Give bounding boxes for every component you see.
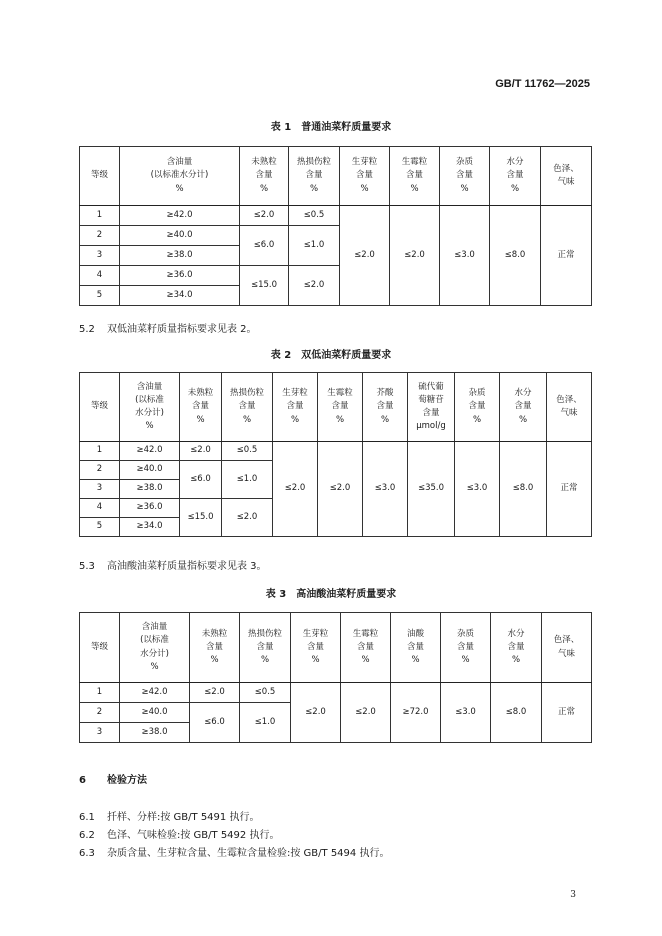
header-line: 含量	[306, 641, 324, 652]
clause-6-3	[79, 844, 389, 859]
header-line: %	[311, 655, 320, 666]
table-row	[80, 442, 592, 461]
table-row	[80, 683, 592, 703]
heat-damage-cell: ≤1.0	[240, 703, 291, 743]
grade-cell: 5	[80, 518, 120, 537]
grade-cell: 2	[80, 226, 120, 246]
clause-6-2	[79, 826, 279, 841]
oil-cell: ≥42.0	[120, 683, 190, 703]
oil-cell: ≥42.0	[120, 442, 180, 461]
mold-cell: ≤2.0	[318, 442, 363, 537]
header-line: 水分	[507, 628, 525, 639]
header-line: 气味	[557, 648, 575, 659]
header-line: 生霉粒	[327, 388, 353, 399]
header-line: %	[411, 655, 420, 666]
header-line: 色泽、	[556, 394, 582, 405]
clause-number: 5.2	[79, 324, 95, 335]
header-line: %	[145, 421, 154, 432]
header-line: 等级	[90, 641, 108, 652]
table1-header-row	[80, 147, 592, 206]
header-line: %	[175, 183, 184, 194]
oil-cell: ≥34.0	[120, 286, 240, 306]
header-cell	[541, 147, 592, 206]
glucosinolate-cell: ≤35.0	[408, 442, 455, 537]
standard-number: GB/T 11762—2025	[495, 78, 590, 90]
header-cell	[340, 147, 390, 206]
header-line: 水分	[506, 157, 524, 168]
header-cell	[455, 373, 500, 442]
header-line: 水分	[514, 388, 532, 399]
header-cell	[240, 147, 289, 206]
header-line: %	[290, 414, 300, 425]
header-line: %	[309, 183, 319, 194]
table2-header-row	[80, 373, 592, 442]
header-cell	[80, 613, 120, 683]
header-cell	[341, 613, 391, 683]
header-cell	[180, 373, 222, 442]
header-line: 未熟粒	[201, 628, 228, 639]
header-line: 含量	[406, 641, 424, 652]
header-line: %	[460, 183, 469, 194]
oil-cell: ≥38.0	[120, 480, 180, 499]
header-cell	[120, 613, 190, 683]
header-line: 含量	[468, 401, 486, 412]
header-cell	[390, 147, 440, 206]
header-cell	[273, 373, 318, 442]
impurity-cell: ≤3.0	[441, 683, 491, 743]
immature-cell: ≤6.0	[240, 226, 289, 266]
header-line: 等级	[90, 401, 108, 412]
grade-cell: 1	[80, 683, 120, 703]
header-line: 含量	[514, 401, 532, 412]
header-cell	[500, 373, 547, 442]
header-line: 含量	[191, 401, 209, 412]
table1	[79, 146, 592, 306]
header-cell	[222, 373, 273, 442]
header-line: 萄糖苷	[418, 394, 444, 405]
header-cell	[547, 373, 592, 442]
header-line: 含量	[286, 401, 304, 412]
table2	[79, 372, 592, 537]
header-line: %	[518, 414, 528, 425]
header-line: (以标准	[140, 635, 169, 646]
header-line: %	[511, 655, 521, 666]
oil-cell: ≥40.0	[120, 461, 180, 480]
clause-text: 高油酸油菜籽质量指标要求见表 3。	[107, 561, 267, 572]
header-line: 含量	[331, 401, 349, 412]
heat-damage-cell: ≤1.0	[289, 226, 340, 266]
header-line: 未熟粒	[251, 157, 277, 168]
header-line: 含量	[456, 641, 474, 652]
sprout-cell: ≤2.0	[273, 442, 318, 537]
heat-damage-cell: ≤1.0	[222, 461, 273, 499]
header-line: 水分计)	[140, 648, 169, 659]
header-line: 杂质	[455, 157, 473, 168]
header-line: 色泽、	[553, 163, 579, 174]
oil-cell: ≥40.0	[120, 703, 190, 723]
header-line: %	[259, 183, 269, 194]
header-line: %	[361, 655, 370, 666]
header-line: 杂质	[456, 628, 474, 639]
header-line: %	[510, 183, 520, 194]
grade-cell: 1	[80, 442, 120, 461]
header-cell	[391, 613, 441, 683]
header-line: %	[472, 414, 482, 425]
header-line: 含量	[355, 170, 373, 181]
grade-cell: 3	[80, 723, 120, 743]
header-cell	[440, 147, 490, 206]
header-line: 生霉粒	[352, 628, 379, 639]
heat-damage-cell: ≤0.5	[222, 442, 273, 461]
table3-caption: 表 3 高油酸油菜籽质量要求	[265, 589, 397, 600]
header-line: 生霉粒	[401, 157, 428, 168]
immature-cell: ≤2.0	[190, 683, 240, 703]
header-cell	[80, 147, 120, 206]
header-line: 芥酸	[376, 388, 394, 399]
clause-text: 色泽、气味检验:按 GB/T 5492 执行。	[107, 830, 280, 841]
clause-number: 6.1	[79, 812, 95, 823]
table1-caption: 表 1 普通油菜籽质量要求	[270, 122, 392, 133]
header-line: 生芽粒	[282, 388, 308, 399]
header-line: 含量	[256, 641, 274, 652]
oleic-acid-cell: ≥72.0	[391, 683, 441, 743]
header-line: μmol/g	[416, 421, 446, 432]
grade-cell: 3	[80, 480, 120, 499]
header-line: 含量	[356, 641, 374, 652]
header-line: %	[380, 414, 390, 425]
heat-damage-cell: ≤0.5	[289, 206, 340, 226]
header-cell	[120, 373, 180, 442]
header-line: %	[360, 183, 369, 194]
erucic-acid-cell: ≤3.0	[363, 442, 408, 537]
header-cell	[289, 147, 340, 206]
header-line: 含量	[238, 401, 256, 412]
header-line: 等级	[90, 170, 108, 181]
header-line: 生芽粒	[302, 628, 329, 639]
header-line: 色泽、	[553, 635, 580, 646]
header-line: 水分计)	[135, 408, 164, 418]
header-line: %	[260, 655, 270, 666]
clause-text: 扦样、分样:按 GB/T 5491 执行。	[107, 812, 260, 823]
impurity-cell: ≤3.0	[455, 442, 500, 537]
oil-cell: ≥34.0	[120, 518, 180, 537]
header-cell	[408, 373, 455, 442]
section-6-heading	[79, 771, 147, 786]
header-cell	[490, 147, 541, 206]
clause-number: 6.2	[79, 830, 95, 841]
header-line: %	[196, 414, 205, 425]
header-line: (以标准水分计)	[150, 170, 209, 181]
immature-cell: ≤2.0	[240, 206, 289, 226]
oil-cell: ≥38.0	[120, 246, 240, 266]
heat-damage-cell: ≤2.0	[222, 499, 273, 537]
header-cell	[363, 373, 408, 442]
header-cell	[120, 147, 240, 206]
header-line: %	[461, 655, 470, 666]
clause-number: 5.3	[79, 561, 95, 572]
page-number: 3	[570, 890, 576, 900]
header-line: 含油量	[141, 622, 168, 633]
grade-cell: 5	[80, 286, 120, 306]
table3-header-row	[80, 613, 592, 683]
table3	[79, 612, 592, 743]
header-line: 硫代葡	[418, 381, 444, 392]
paragraph-5-3	[79, 557, 267, 572]
header-line: 含量	[255, 170, 273, 181]
header-line: 生芽粒	[351, 157, 378, 168]
header-line: %	[210, 655, 219, 666]
header-line: 含油量	[136, 381, 163, 392]
clause-6-1	[79, 808, 259, 823]
color-odor-cell: 正常	[547, 442, 592, 537]
clause-text: 杂质含量、生芽粒含量、生霉粒含量检验:按 GB/T 5494 执行。	[107, 848, 390, 859]
immature-cell: ≤6.0	[180, 461, 222, 499]
immature-cell: ≤15.0	[240, 266, 289, 306]
immature-cell: ≤2.0	[180, 442, 222, 461]
header-line: 未熟粒	[187, 388, 214, 399]
header-cell	[542, 613, 592, 683]
header-line: %	[335, 414, 345, 425]
header-line: 含量	[422, 408, 440, 418]
header-line: 含油量	[166, 157, 193, 168]
oil-cell: ≥36.0	[120, 266, 240, 286]
moisture-cell: ≤8.0	[500, 442, 547, 537]
header-line: 含量	[376, 401, 394, 412]
impurity-cell: ≤3.0	[440, 206, 490, 306]
table-row	[80, 206, 592, 226]
header-line: 含量	[405, 170, 423, 181]
header-line: 杂质	[468, 388, 486, 399]
header-line: %	[150, 661, 159, 672]
header-line: 热损伤粒	[296, 157, 331, 168]
oil-cell: ≥36.0	[120, 499, 180, 518]
clause-number: 6.3	[79, 848, 95, 859]
paragraph-5-2	[79, 320, 257, 335]
header-line: 含量	[506, 170, 524, 181]
header-line: (以标准	[135, 394, 164, 405]
table2-caption: 表 2 双低油菜籽质量要求	[270, 350, 392, 361]
header-cell	[491, 613, 542, 683]
header-cell	[80, 373, 120, 442]
mold-cell: ≤2.0	[341, 683, 391, 743]
header-line: 含量	[507, 641, 525, 652]
header-cell	[318, 373, 363, 442]
immature-cell: ≤6.0	[190, 703, 240, 743]
oil-cell: ≥40.0	[120, 226, 240, 246]
grade-cell: 3	[80, 246, 120, 266]
sprout-cell: ≤2.0	[291, 683, 341, 743]
grade-cell: 1	[80, 206, 120, 226]
sprout-cell: ≤2.0	[340, 206, 390, 306]
header-line: 热损伤粒	[229, 388, 264, 399]
header-line: %	[242, 414, 252, 425]
header-line: %	[410, 183, 419, 194]
header-line: 含量	[205, 641, 223, 652]
mold-cell: ≤2.0	[390, 206, 440, 306]
immature-cell: ≤15.0	[180, 499, 222, 537]
grade-cell: 2	[80, 461, 120, 480]
grade-cell: 4	[80, 499, 120, 518]
oil-cell: ≥42.0	[120, 206, 240, 226]
moisture-cell: ≤8.0	[491, 683, 542, 743]
header-line: 油酸	[406, 628, 424, 639]
heat-damage-cell: ≤2.0	[289, 266, 340, 306]
header-line: 含量	[455, 170, 473, 181]
clause-text: 双低油菜籽质量指标要求见表 2。	[107, 324, 257, 335]
color-odor-cell: 正常	[542, 683, 592, 743]
header-cell	[291, 613, 341, 683]
header-line: 含量	[305, 170, 323, 181]
header-line: 气味	[560, 408, 578, 418]
section-title: 检验方法	[107, 775, 147, 786]
color-odor-cell: 正常	[541, 206, 592, 306]
header-line: 气味	[557, 177, 575, 187]
grade-cell: 2	[80, 703, 120, 723]
header-cell	[441, 613, 491, 683]
section-number: 6	[79, 775, 86, 786]
heat-damage-cell: ≤0.5	[240, 683, 291, 703]
header-cell	[240, 613, 291, 683]
grade-cell: 4	[80, 266, 120, 286]
header-cell	[190, 613, 240, 683]
header-line: 热损伤粒	[247, 628, 282, 639]
moisture-cell: ≤8.0	[490, 206, 541, 306]
oil-cell: ≥38.0	[120, 723, 190, 743]
